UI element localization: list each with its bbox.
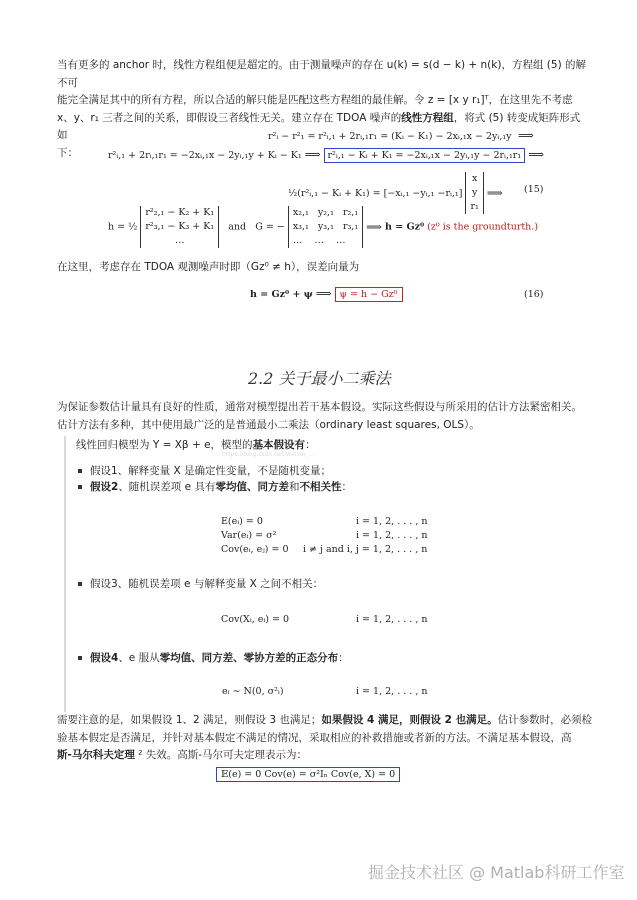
bullet-icon xyxy=(78,656,82,660)
eq15-row-1 xyxy=(268,129,534,142)
z-vector-r1: r₁ xyxy=(470,201,479,212)
closing-line-3-text: ² 失效。高斯-马尔可夫定理表示为： xyxy=(134,749,308,761)
closing-line-2: 验基本假定是否满足，并针对基本假定不满足的情况，采取相应的补救措施或者新的方法。不满足基本假设，高 xyxy=(57,731,572,744)
eq15-row-1-text: r²ᵢ − r²₁ = r²ᵢ,₁ + 2rᵢ,₁r₁ = (Kᵢ − K₁) − 2xᵢ,₁x − 2yᵢ,₁y xyxy=(268,131,512,142)
g-cell: … xyxy=(292,235,303,246)
eq15-number: (15) xyxy=(524,184,544,195)
g-cell: x₂,₁ xyxy=(292,207,309,218)
eq-var-left: Var(eᵢ) = σ² xyxy=(221,530,277,541)
eq-mean xyxy=(221,515,427,529)
closing-line-1-text: 需要注意的是，如果假设 1、2 满足，则假设 3 也满足； xyxy=(57,714,322,726)
z-vector-y: y xyxy=(471,187,478,198)
g-row-1 xyxy=(293,206,358,220)
assumption-3-equation xyxy=(221,614,427,625)
assumption-2-label: 假设2 xyxy=(90,481,119,493)
assumption-2-bold-2: 不相关性 xyxy=(299,481,342,493)
g-cell: r₃,₁ xyxy=(342,221,359,232)
eq3-left: Cov(Xᵢ, eᵢ) = 0 xyxy=(221,614,290,625)
eq-var-right: i = 1, 2, . . . , n xyxy=(356,530,428,541)
intro-line-3-tail: ，将式 (5) 转变成矩阵形式如 xyxy=(57,111,581,141)
h-g-definition xyxy=(108,206,538,248)
g-cell: y₃,₁ xyxy=(317,221,334,232)
implies-arrow-icon: ⟹ xyxy=(514,129,534,142)
closing-line-1-bold: 如果假设 4 满足，则假设 2 也满足。 xyxy=(321,714,498,726)
closing-line-3 xyxy=(57,747,597,765)
h-label: h = ½ xyxy=(108,221,138,233)
assumption-2-equations xyxy=(221,515,427,557)
assumption-3 xyxy=(78,576,323,594)
h-equals-gz: h = Gz⁰ xyxy=(384,221,425,233)
bullet-icon xyxy=(78,469,82,473)
intro-line-1: 当有更多的 anchor 时，线性方程组便是超定的。由于测量噪声的存在 u(k) = s(d − k) + n(k)，方程组 (5) 的解不可 xyxy=(57,59,587,89)
quote-header-bold: 基本假设有 xyxy=(252,439,306,451)
eq15-row-2 xyxy=(108,148,544,161)
bullet-icon xyxy=(78,582,82,586)
faint-url: https://blog.csdn.net/weixin_... xyxy=(222,451,315,458)
assumption-4-colon: ： xyxy=(338,652,349,664)
assumption-2 xyxy=(78,479,352,497)
g-cell: r₂,₁ xyxy=(342,207,359,218)
assumption-4 xyxy=(78,650,349,668)
eq-mean-right: i = 1, 2, . . . , n xyxy=(356,516,428,527)
closing-paragraph xyxy=(57,712,597,765)
implies-arrow-icon: ⟹ xyxy=(528,148,544,161)
g-row-2 xyxy=(293,220,358,234)
and-word: and xyxy=(228,221,247,233)
h-matrix xyxy=(140,206,219,248)
eq3-right: i = 1, 2, . . . , n xyxy=(356,614,428,625)
h-row-3: … xyxy=(175,235,185,246)
g-cell: x₃,₁ xyxy=(292,221,309,232)
quote-header-text: 线性回归模型为 Y = Xβ + e，模型的 xyxy=(76,439,253,451)
eq-cov-right: i ≠ j and i, j = 1, 2, . . . , n xyxy=(303,544,428,555)
assumption-2-and: 和 xyxy=(288,481,300,493)
closing-line-1-tail: 估计参数时，必须检 xyxy=(497,714,593,726)
gauss-markov-bold: 斯-马尔科夫定理 xyxy=(57,749,135,761)
assumption-2-colon: ： xyxy=(341,481,352,493)
g-cell: … xyxy=(314,235,324,246)
ls-intro xyxy=(57,399,597,434)
g-cell: y₂,₁ xyxy=(317,207,334,218)
assumption-4-bold: 零均值、同方差、零协方差的正态分布 xyxy=(159,652,339,664)
assumption-4-label: 假设4 xyxy=(90,652,119,664)
intro-line-4: 下： xyxy=(57,146,78,159)
eq15-highlight-box: r²ᵢ,₁ − Kᵢ + K₁ = −2xᵢ,₁x − 2yᵢ,₁y − 2rᵢ,₁r₁ xyxy=(324,148,526,163)
assumption-1 xyxy=(78,463,331,481)
eq15-row-2-left: r²ᵢ,₁ + 2rᵢ,₁r₁ = −2xᵢ,₁x − 2yᵢ,₁y + Kᵢ − K₁ xyxy=(108,150,302,161)
intro-bold-term: 线性方程组 xyxy=(401,111,454,124)
h-row-1: r²₂,₁ − K₂ + K₁ xyxy=(145,207,215,218)
g-label: G = − xyxy=(255,221,285,233)
ls-intro-line-2: 估计方法有多种，其中使用最广泛的是普通最小二乘法（ordinary least squares, OLS）。 xyxy=(57,418,480,431)
bullet-icon xyxy=(78,485,82,489)
assumption-2-text: 、随机误差项 e 具有 xyxy=(118,481,216,493)
assumption-2-bold: 零均值、同方差 xyxy=(215,481,289,493)
eq16 xyxy=(250,287,403,300)
intro-line-2: 能完全满足其中的所有方程，所以合适的解只能是匹配这些方程组的最佳解。令 z = [x y r₁]ᵀ，在这里先不考虑 xyxy=(57,94,573,106)
gauss-markov-box: 𝔼(e) = 0 Cov(e) = σ²Iₙ Cov(e, X) = 0 xyxy=(216,767,400,782)
eq15-row-3-left: ½(r²ᵢ,₁ − Kᵢ + K₁) = [−xᵢ,₁ −yᵢ,₁ −rᵢ,₁] xyxy=(288,187,463,199)
g-matrix xyxy=(288,206,363,248)
eq-var xyxy=(221,529,427,543)
assumption-3-text: 假设3、随机误差项 e 与解释变量 X 之间不相关： xyxy=(90,578,324,590)
intro-paragraph xyxy=(57,57,587,162)
ls-intro-line-1: 为保证参数估计量具有良好的性质，通常对模型提出若干基本假设。实际这些假设与所采用的估计方法紧密相关。 xyxy=(57,401,582,413)
eq-mean-left: E(eᵢ) = 0 xyxy=(221,516,263,527)
assumption-4-equation xyxy=(222,686,427,697)
eq4-left: eᵢ ∼ N(0, σ²ᵢ) xyxy=(222,686,284,697)
eq-cov xyxy=(221,543,427,557)
quote-bar xyxy=(64,436,66,712)
section-title: 2.2 关于最小二乘法 xyxy=(248,369,391,388)
intro-line-3-text: x、y、r₁ 三者之间的关系，即假设三者线性无关。建立存在 TDOA 噪声的 xyxy=(57,111,402,124)
implies-arrow-icon: ⟹ xyxy=(486,186,503,200)
implies-arrow-icon: ⟹ xyxy=(304,148,321,161)
closing-line-1 xyxy=(57,712,597,730)
implies-arrow-icon: ⟹ xyxy=(315,287,332,300)
eq4-right: i = 1, 2, . . . , n xyxy=(356,686,428,697)
h-row-2: r²₃,₁ − K₃ + K₁ xyxy=(145,221,215,232)
eq-cov-left: Cov(eᵢ, eⱼ) = 0 xyxy=(221,544,289,555)
eq16-left: h = Gz⁰ + ψ xyxy=(250,289,313,300)
noise-intro: 在这里，考虑存在 TDOA 观测噪声时即（Gz⁰ ≠ h），误差向量为 xyxy=(57,261,360,273)
watermark: 掘金技术社区 @ Matlab科研工作室 xyxy=(368,863,625,882)
assumption-1-text: 假设1、解释变量 X 是确定性变量，不是随机变量； xyxy=(90,465,332,477)
implies-arrow-icon: ⟹ xyxy=(366,220,382,234)
g-row-3 xyxy=(293,234,358,248)
g-cell: … xyxy=(336,235,346,246)
z-vector-x: x xyxy=(471,173,478,184)
eq16-red-box: ψ = h − Gz⁰ xyxy=(335,287,403,302)
quote-header-colon: ： xyxy=(305,439,316,451)
eq16-number: (16) xyxy=(524,289,544,300)
assumption-4-text: 、e 服从 xyxy=(118,652,160,664)
groundtruth-note: (z⁰ is the groundturth.) xyxy=(427,221,539,233)
